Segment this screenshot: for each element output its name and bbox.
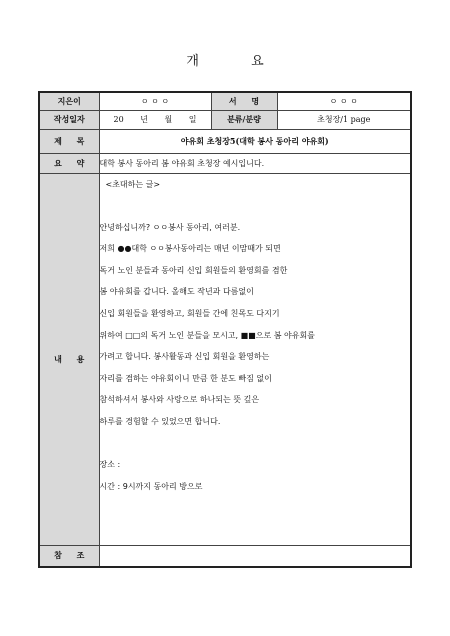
content-line: 하루를 경험할 수 있었으면 합니다. bbox=[99, 417, 221, 427]
subject-label: 제 목 bbox=[39, 129, 99, 153]
content-line: 저희 ●●대학 ㅇㅇ봉사동아리는 매년 이맘때가 되면 bbox=[99, 244, 281, 254]
row-content bbox=[39, 173, 411, 545]
content-label: 내 용 bbox=[39, 173, 99, 545]
content-line: 위하여 □□의 독거 노인 분들을 모시고, ■■으로 봄 야유회를 bbox=[99, 330, 315, 340]
content-line: 신입 회원들을 환영하고, 회원들 간에 친목도 다지기 bbox=[99, 309, 280, 319]
reference-value bbox=[99, 545, 411, 567]
author-value: ㅇ ㅇ ㅇ bbox=[99, 92, 211, 110]
category-value: 초청장/1 page bbox=[277, 110, 411, 129]
content-body bbox=[99, 173, 411, 545]
row-date bbox=[39, 110, 411, 129]
page-title: 개 요 bbox=[186, 54, 288, 69]
signature-value: ㅇ ㅇ ㅇ bbox=[277, 92, 411, 110]
category-label: 분류/분량 bbox=[211, 110, 277, 129]
summary-form-table bbox=[38, 91, 412, 568]
summary-label: 요 약 bbox=[39, 153, 99, 173]
content-line: 독거 노인 분들과 동아리 신입 회원들의 환영회를 겸한 bbox=[99, 265, 288, 275]
content-line: 안녕하십니까? ㅇㅇ봉사 동아리, 여러분. bbox=[99, 222, 241, 232]
summary-value: 대학 봉사 동아리 봄 야유회 초청장 예시입니다. bbox=[99, 153, 411, 173]
subject-value: 야유회 초청장5(대학 봉사 동아리 야유회) bbox=[99, 129, 411, 153]
row-subject bbox=[39, 129, 411, 153]
date-value: 20 년 월 일 bbox=[99, 110, 211, 129]
row-reference bbox=[39, 545, 411, 567]
row-author bbox=[39, 92, 411, 110]
content-place: 장소 : bbox=[99, 460, 121, 470]
author-label: 지은이 bbox=[39, 92, 99, 110]
content-line: 자리를 겸하는 야유회이니 만큼 한 분도 빠짐 없이 bbox=[99, 373, 272, 383]
content-heading: <초대하는 글> bbox=[105, 179, 161, 189]
content-line: 참석하셔서 봉사와 사랑으로 하나되는 뜻 깊은 bbox=[99, 395, 260, 405]
content-line: 가려고 합니다. 봉사활동과 신입 회원을 환영하는 bbox=[99, 352, 270, 362]
content-time: 시간 : 9시까지 동아리 방으로 bbox=[99, 481, 203, 491]
signature-label: 서 명 bbox=[211, 92, 277, 110]
date-label: 작성일자 bbox=[39, 110, 99, 129]
reference-label: 참 조 bbox=[39, 545, 99, 567]
row-summary bbox=[39, 153, 411, 173]
content-line: 봄 야유회를 갑니다. 올해도 작년과 다름없이 bbox=[99, 287, 254, 297]
